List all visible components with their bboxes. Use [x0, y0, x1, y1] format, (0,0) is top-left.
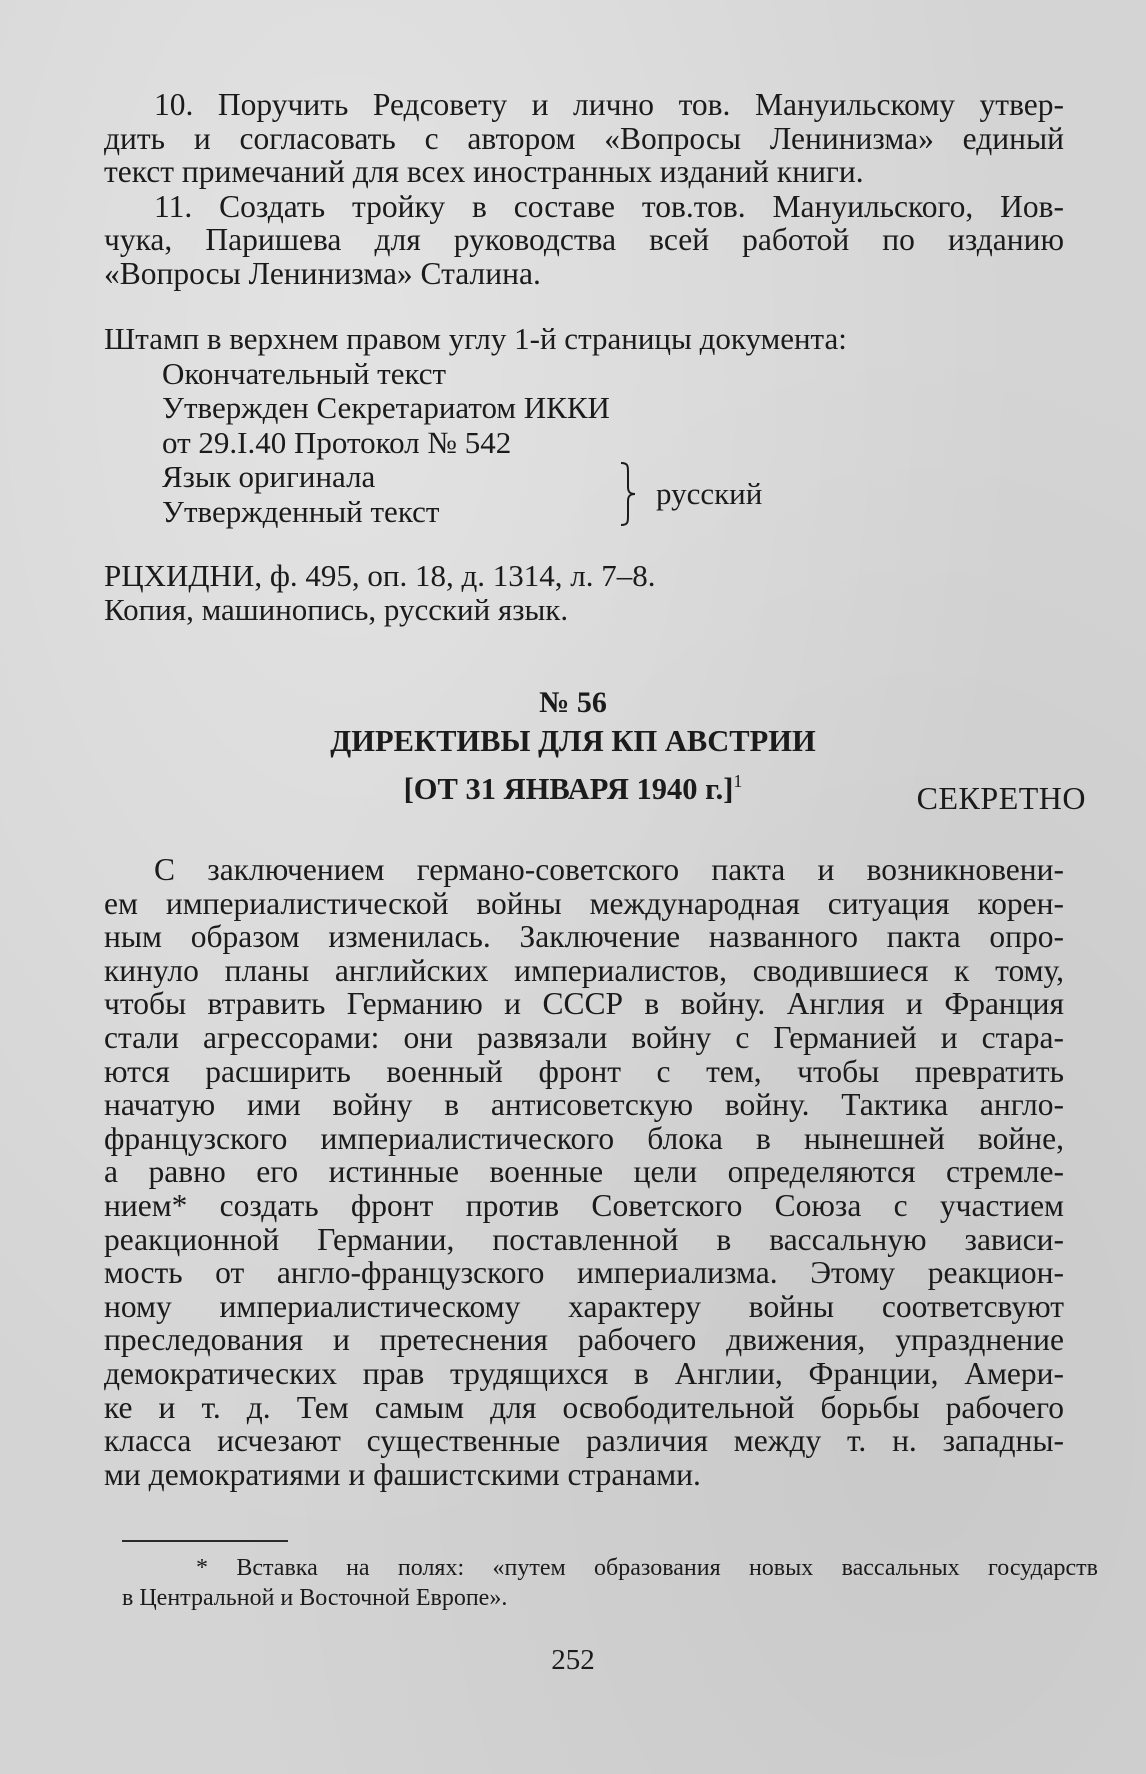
body-line: ным образом изменилась. Заключение названного пакта опро- — [104, 919, 1064, 955]
stamp-language-original: Язык оригинала — [162, 459, 376, 494]
paragraph-line: текст примечаний для всех иностранных изданий книги. — [104, 154, 864, 189]
classification-label: СЕКРЕТНО — [916, 780, 1086, 816]
paragraph-line: чука, Паришева для руководства всей работой по изданию — [104, 222, 1064, 257]
footnote-line: * Вставка на полях: «путем образования новых вассальных государств — [196, 1555, 1098, 1581]
body-line: преследования и претеснения рабочего движения, упразднение — [104, 1322, 1064, 1358]
body-line: кинуло планы английских империалистов, сводившиеся к тому, — [104, 952, 1064, 988]
archive-reference: РЦХИДНИ, ф. 495, оп. 18, д. 1314, л. 7–8. — [104, 558, 656, 593]
document-number: № 56 — [539, 686, 607, 719]
footnote-divider — [122, 1540, 288, 1542]
archive-copy-note: Копия, машинопись, русский язык. — [104, 591, 569, 627]
footnote — [122, 1553, 1098, 1613]
body-line: французского империалистического блока в нынешней войне, — [104, 1120, 1064, 1156]
body-line: чтобы втравить Германию и СССР в войну. Англия и Франция — [104, 986, 1064, 1022]
right-brace-icon — [619, 462, 637, 526]
footnote-line: в Центральной и Восточной Европе». — [122, 1585, 508, 1611]
footnote-mark: 1 — [733, 771, 743, 791]
body-line: демократических прав трудящихся в Англии, Франции, Амери- — [104, 1355, 1064, 1391]
paragraph-item-11 — [104, 190, 1064, 291]
stamp-line-approved: Утвержден Секретариатом ИККИ — [162, 390, 610, 425]
stamp-block — [104, 322, 1064, 529]
paragraph-line: 10. Поручить Редсовету и лично тов. Мануильскому утвер- — [154, 87, 1064, 122]
body-line: ке и т. д. Тем самым для освободительной борьбы рабочего — [104, 1389, 1064, 1425]
paragraph-line: дить и согласовать с автором «Вопросы Ленинизма» единый — [104, 120, 1064, 156]
stamp-line-protocol: от 29.I.40 Протокол № 542 — [162, 424, 512, 460]
body-line: нием* создать фронт против Советского Союза с участием — [104, 1187, 1064, 1223]
document-body — [104, 853, 1064, 1491]
stamp-language-labels — [162, 460, 439, 529]
top-paragraphs — [104, 88, 1064, 290]
body-line: ми демократиями и фашистскими странами. — [104, 1456, 701, 1492]
stamp-language-value: русский — [656, 476, 763, 511]
body-line: ются расширить военный фронт с тем, чтобы превратить — [104, 1053, 1064, 1089]
stamp-line-final-text: Окончательный текст — [162, 355, 447, 391]
body-line: ем империалистической войны международная ситуация корен- — [104, 885, 1064, 921]
body-line: мость от англо-французского империализма. Этому реакцион- — [104, 1255, 1064, 1291]
paragraph-line: 11. Создать тройку в составе тов.тов. Мануильского, Иов- — [154, 188, 1064, 224]
page-number: 252 — [551, 1644, 595, 1676]
archive-reference-block — [104, 559, 656, 626]
document-title-line: ДИРЕКТИВЫ ДЛЯ КП АВСТРИИ — [330, 724, 816, 758]
stamp-language-approved: Утвержденный текст — [162, 493, 440, 529]
body-line: начатую ими войну в антисоветскую войну. Тактика англо- — [104, 1087, 1064, 1123]
body-line: С заключением германо-советского пакта и возникновени- — [154, 852, 1064, 887]
body-line: реакционной Германии, поставленной в вассальную зависи- — [104, 1221, 1064, 1257]
stamp-language-group — [104, 460, 1064, 529]
body-line: а равно его истинные военные цели определяются стремле- — [104, 1154, 1064, 1190]
body-line: ному империалистическому характеру войны соответсвуют — [104, 1288, 1064, 1324]
paragraph-line: «Вопросы Ленинизма» Сталина. — [104, 255, 541, 291]
body-line: класса исчезают существенные различия между т. н. западны- — [104, 1423, 1064, 1459]
document-title-date-text: [ОТ 31 ЯНВАРЯ 1940 г.] — [403, 772, 734, 806]
body-line: стали агрессорами: они развязали войну с Германией и стара- — [104, 1019, 1064, 1055]
stamp-heading: Штамп в верхнем правом углу 1-й страницы документа: — [104, 321, 847, 356]
paragraph-item-10 — [104, 88, 1064, 189]
